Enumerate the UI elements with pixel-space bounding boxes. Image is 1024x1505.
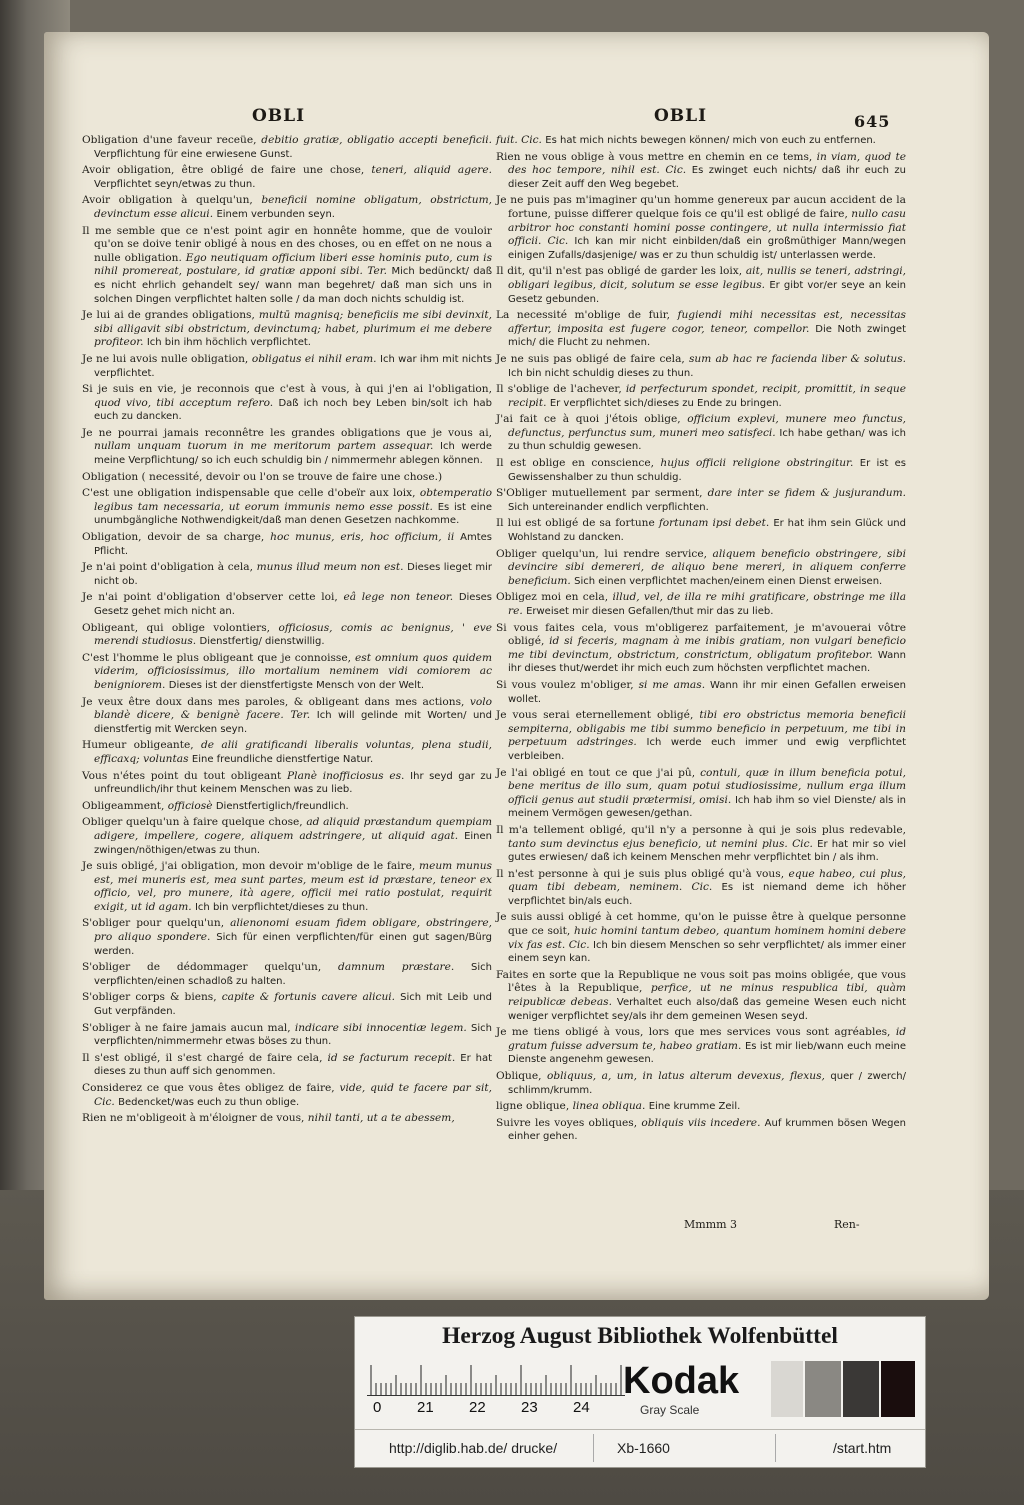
french-text: Obliger quelqu'un, lui rendre service, bbox=[496, 547, 707, 560]
german-text: Ihr seyd gar zu unfreundlich/ihr thut keinem Menschen was zu lieb. bbox=[94, 770, 492, 796]
latin-text: nullam unquam tuorum in me meritorum partem assequar. bbox=[94, 440, 434, 453]
french-text: Humeur obligeante, bbox=[82, 739, 194, 752]
dictionary-entry bbox=[496, 134, 906, 148]
latin-text: eque habeo, cui plus, quam tibi debeam, neminem. Cic. bbox=[508, 867, 906, 894]
ruler-ticks bbox=[367, 1361, 625, 1395]
right-column bbox=[496, 134, 906, 1147]
latin-text: dare inter se fidem & jusjurandum. bbox=[707, 487, 907, 500]
german-text: Eine krumme Zeil. bbox=[648, 1101, 741, 1113]
german-text: Dieses ist der dienstfertigste Mensch von der Welt. bbox=[168, 679, 425, 691]
page-number: 645 bbox=[854, 112, 891, 131]
dictionary-entry bbox=[496, 353, 906, 380]
german-text: Er verpflichtet sich/dieses zu Ende zu bringen. bbox=[549, 397, 782, 409]
german-text: Sich einen verpflichtet machen/einem einen Dienst erweisen. bbox=[574, 575, 883, 587]
dictionary-entry bbox=[82, 225, 492, 307]
french-text: Vous n'étes point du tout obligeant bbox=[82, 769, 282, 782]
dictionary-entry bbox=[82, 471, 492, 485]
german-text: Wann ihr dieses thut/werdet ihr mich euch zum höchsten verpflichtet machen. bbox=[508, 649, 906, 675]
dictionary-entry bbox=[496, 194, 906, 262]
latin-text: nihil tanti, ut a te abessem, bbox=[307, 1112, 455, 1125]
german-text: Sich mit Leib und Gut verpfänden. bbox=[94, 992, 492, 1018]
german-text: Ich werde euch immer und ewig verpflichtet verbleiben. bbox=[508, 737, 907, 762]
latin-text: beneficii nomine obligatum, obstrictum, devinctum esse alicui. bbox=[94, 194, 493, 220]
dictionary-entry bbox=[82, 194, 492, 221]
dictionary-entry bbox=[496, 265, 906, 306]
german-text: Verpflichtung für eine erwiesene Gunst. bbox=[94, 148, 293, 160]
gray-swatch bbox=[771, 1361, 803, 1417]
dictionary-entry bbox=[82, 860, 492, 914]
french-text: Il n'est personne à qui je suis plus obligé qu'à vous, bbox=[496, 867, 785, 880]
running-head-left: OBLI bbox=[252, 106, 306, 126]
german-text: Verpflichtet seyn/etwas zu thun. bbox=[94, 178, 256, 190]
left-column bbox=[82, 134, 492, 1129]
french-text: Rien ne m'obligeoit à m'éloigner de vous, bbox=[82, 1112, 305, 1125]
french-text: S'obliger de dédommager quelqu'un, bbox=[82, 961, 322, 974]
german-text: Sich untereinander endlich verpflichten. bbox=[508, 501, 709, 513]
french-text: Obligez moi en cela, bbox=[496, 591, 609, 604]
divider bbox=[775, 1434, 776, 1462]
german-text: Ich bin nicht schuldig dieses zu thun. bbox=[508, 367, 694, 379]
german-text: Dienstfertig/ dienstwillig. bbox=[199, 636, 325, 648]
ruler-number: 24 bbox=[573, 1399, 590, 1416]
dictionary-entry bbox=[496, 487, 906, 514]
french-text: Rien ne vous oblige à vous mettre en chemin en ce tems, bbox=[496, 150, 813, 163]
french-text: Si vous faites cela, vous m'obligerez parfaitement, je m'avouerai vôtre obligé, bbox=[496, 621, 906, 648]
french-text: Il s'est obligé, il s'est chargé de faire cela, bbox=[82, 1051, 323, 1064]
latin-text: obliquis viis incedere. bbox=[641, 1116, 761, 1129]
french-text: Obligeamment, bbox=[82, 799, 165, 812]
french-text: Je suis obligé, j'ai obligation, mon devoir m'oblige de le faire, bbox=[82, 860, 416, 873]
french-text: Je lui ai de grandes obligations, bbox=[82, 309, 255, 322]
dictionary-entry bbox=[82, 487, 492, 528]
latin-text: ad aliquid præstandum quempiam adigere, impellere, cogere, aliquem adstringere, ut aliquid agat. bbox=[94, 816, 492, 842]
latin-text: ait, nullis se teneri, adstringi, obligari legibus, dicit, solutum se esse legibus. bbox=[508, 265, 907, 291]
dictionary-entry bbox=[82, 770, 492, 797]
latin-text: id se facturum recepit. bbox=[327, 1051, 456, 1064]
dictionary-entry bbox=[82, 1112, 492, 1126]
dictionary-entry bbox=[82, 991, 492, 1018]
latin-text: contuli, quæ in illum beneficia potui, bene meritus de illo sum, quam potui studiosissime, nullum erga illum officii genus aut studii prætermisi, omisi. bbox=[508, 766, 906, 806]
german-text: quer / zwerch/ schlimm/krumm. bbox=[508, 1071, 906, 1096]
german-text: Dieses Gesetz gehet mich nicht an. bbox=[94, 592, 493, 617]
dictionary-entry bbox=[496, 824, 906, 865]
german-text: Er hat dieses zu thun auff sich genommen. bbox=[94, 1052, 492, 1078]
dictionary-entry bbox=[82, 1082, 492, 1109]
latin-text: meum munus est, mei muneris est, mea sunt partes, meum est id præstare, teneor ex officio, vel, pro munere, ità agere, officii mei ratio postulat, requirit exigit, ut id agam. bbox=[94, 860, 492, 913]
french-text: ligne oblique, bbox=[496, 1100, 570, 1113]
latin-text: vide, quid te facere par sit, Cic. bbox=[94, 1082, 492, 1108]
french-text: Obligeant, qui oblige volontiers, bbox=[82, 621, 271, 634]
book-page bbox=[44, 32, 989, 1300]
dictionary-entry bbox=[82, 383, 492, 424]
german-text: Einen zwingen/nöthigen/etwas zu thun. bbox=[94, 830, 492, 856]
french-text: Si je suis en vie, je reconnois que c'est à vous, à qui j'en ai l'obligation, bbox=[82, 383, 492, 396]
french-text: Je ne suis pas obligé de faire cela, bbox=[496, 352, 685, 365]
latin-text: tibi ero obstrictus memoria beneficii sempiterna, obligabis me tibi summo beneficio in perpetuum, me tibi in perpetuum adstringes. bbox=[508, 709, 906, 749]
german-text: Er hat mir so viel gutes erwiesen/ daß ich keinem Menschen mehr verpflichtet bin / als ihm. bbox=[508, 838, 906, 864]
dictionary-entry bbox=[496, 517, 906, 544]
latin-text: linea obliqua. bbox=[572, 1100, 646, 1113]
call-number: Xb-1660 bbox=[617, 1440, 670, 1456]
german-text: Dienstfertiglich/freundlich. bbox=[215, 800, 349, 812]
latin-text: obtemperatio legibus tam necessaria, ut eorum immunis nemo esse possit. bbox=[94, 487, 493, 513]
german-text: Ich werde meine Verpflichtung/ so ich euch schuldig bin / nimmermehr ablegen können. bbox=[94, 441, 492, 467]
latin-text: id si feceris, magnam à me inibis gratiam, non vulgari beneficio me tibi devinctum, obstrictum, constrictum, obligatum profitebor. bbox=[508, 635, 906, 661]
divider bbox=[593, 1434, 594, 1462]
latin-text: fugiendi mihi necessitas est, necessitas affertur, imposita est fugere cogor, teneor, compellor. bbox=[508, 309, 906, 335]
german-text: Er gibt vor/er seye an kein Gesetz gebunden. bbox=[508, 279, 906, 305]
french-text: Je l'ai obligé en tout ce que j'ai pû, bbox=[496, 766, 696, 779]
latin-text: Planè inofficiosus es. bbox=[287, 769, 405, 782]
latin-text: huic homini tantum debeo, quantum hominem homini debere vix fas est. Cic. bbox=[508, 925, 906, 951]
dictionary-entry bbox=[82, 961, 492, 988]
gray-scale-label: Gray Scale bbox=[640, 1403, 700, 1417]
german-text: Er ist es Gewissenshalber zu thun schuldig. bbox=[508, 458, 906, 483]
french-text: La necessité m'oblige de fuir, bbox=[496, 309, 670, 322]
french-text: Obliger quelqu'un à faire quelque chose, bbox=[82, 816, 303, 829]
latin-text: officium explevi, munere meo functus, defunctus, perfunctus sum, muneri meo satisfeci. bbox=[508, 413, 906, 439]
french-text: Il lui est obligé de sa fortune bbox=[496, 517, 655, 530]
dictionary-entry bbox=[496, 911, 906, 965]
german-text: Die Noth zwinget mich/ die Flucht zu nehmen. bbox=[508, 323, 907, 349]
french-text: Suivre les voyes obliques, bbox=[496, 1116, 638, 1129]
dictionary-entry bbox=[496, 591, 906, 618]
latin-text: nullo casu arbitror hoc constanti homini posse contingere, ut nulla intermissio fiat officii. Cic. bbox=[508, 207, 906, 248]
dictionary-entry bbox=[496, 679, 906, 706]
dictionary-entry bbox=[82, 561, 492, 588]
ruler-number: 23 bbox=[521, 1399, 538, 1416]
french-text: Il dit, qu'il n'est pas obligé de garder les loix, bbox=[496, 265, 743, 278]
german-text: Ich bin ihm höchlich verpflichtet. bbox=[146, 337, 311, 349]
german-text: Sich verpflichten/nimmermehr etwas böses zu thun. bbox=[94, 1022, 492, 1048]
french-text: J'ai fait ce à quoi j'étois oblige, bbox=[496, 413, 681, 426]
french-text: Avoir obligation, être obligé de faire une chose, bbox=[82, 164, 365, 177]
dictionary-entry bbox=[82, 353, 492, 380]
german-text: Sich für einen verpflichten/für einen gut sagen/Bürg werden. bbox=[94, 932, 492, 957]
dictionary-entry bbox=[496, 309, 906, 350]
german-text: Ich war ihm mit nichts verpflichtet. bbox=[94, 353, 492, 379]
french-text: Obligation d'une faveur receüe, bbox=[82, 134, 257, 146]
french-text: S'obliger à ne faire jamais aucun mal, bbox=[82, 1021, 291, 1034]
dictionary-entry bbox=[496, 413, 906, 454]
digital-library-url[interactable]: http://diglib.hab.de/ drucke/ bbox=[389, 1440, 558, 1456]
start-page-url[interactable]: /start.htm bbox=[833, 1440, 892, 1456]
latin-text: fortunam ipsi debet. bbox=[658, 517, 770, 530]
latin-text: Ego neutiquam officium liberi esse hominis puto, cum is nihil promereat, postulare, id gratiæ apponi sibi. Ter. bbox=[94, 251, 493, 278]
color-calibration-card bbox=[354, 1316, 926, 1468]
latin-text: damnum præstare. bbox=[338, 961, 455, 974]
latin-text: alienonomi esuam fidem obligare, obstringere, pro aliquo spondere. bbox=[94, 917, 492, 944]
german-text: Verhaltet euch also/daß das gemeine Wesen euch nicht weniger verpflichtet sey/als ihr dem gemeinen Wesen seyd. bbox=[508, 997, 906, 1022]
latin-text: officiosè bbox=[167, 799, 213, 812]
dictionary-entry bbox=[496, 383, 906, 410]
latin-text: tanto sum devinctus ejus beneficio, ut nemini plus. Cic. bbox=[508, 837, 813, 850]
latin-text: illud, vel, de illa re mihi gratificare, obstringe me illa re. bbox=[508, 591, 907, 617]
german-text: Einem verbunden seyn. bbox=[216, 208, 335, 220]
french-text: Il est oblige en conscience, bbox=[496, 457, 654, 470]
dictionary-entry bbox=[496, 767, 906, 821]
latin-text: id perfecturum spondet, recipit, promittit, in seque recipit. bbox=[508, 383, 906, 409]
french-text: Je vous serai eternellement obligé, bbox=[496, 709, 694, 722]
french-text: Obligation ( necessité, devoir ou l'on se trouve de faire une chose.) bbox=[82, 470, 443, 483]
latin-text: hujus officii religione obstringitur. bbox=[660, 457, 854, 470]
dictionary-entry bbox=[82, 622, 492, 649]
german-text: Ich kan mir nicht einbilden/daß ein großmüthiger Mann/wegen einigen Zufalls/dasjenige/ was er zu thun schuldig ist/ unterlassen werde. bbox=[508, 236, 907, 261]
french-text: Je veux être doux dans mes paroles, & obligeant dans mes actions, bbox=[82, 695, 465, 708]
gray-swatch bbox=[805, 1361, 841, 1417]
french-text: Il me semble que ce n'est point agir en honnête homme, que de vouloir qu'on se doive tenir obligé à nous en des choses, ou en effet on ne nous a nulle obligation. bbox=[82, 224, 492, 264]
ruler-number: 21 bbox=[417, 1399, 434, 1416]
dictionary-entry bbox=[496, 1070, 906, 1097]
latin-text: sum ab hac re facienda liber & solutus. bbox=[688, 352, 906, 365]
dictionary-entry bbox=[496, 1117, 906, 1144]
german-text: Ich bin diesem Menschen so sehr verpflichtet/ als immer einer einem seyn kan. bbox=[508, 939, 906, 965]
latin-text: de alii gratificandi liberalis voluntas, plena studii, efficaxq; voluntas bbox=[94, 739, 492, 765]
ruler-number: 22 bbox=[469, 1399, 486, 1416]
french-text: Je ne pourrai jamais reconnêtre les grandes obligations que je vous ai, bbox=[82, 426, 492, 439]
latin-text: perfice, ut ne minus respublica tibi, quàm reipublicæ debeas. bbox=[508, 982, 906, 1009]
gray-swatches bbox=[771, 1361, 915, 1417]
dictionary-entry bbox=[82, 309, 492, 350]
latin-text: aliquem beneficio obstringere, sibi devincire sibi demereri, de aliquo bene mereri, in aliquem conferre beneficium. bbox=[508, 547, 906, 587]
latin-text: obligatus ei nihil eram. bbox=[251, 352, 377, 365]
latin-text: si me amas. bbox=[638, 678, 706, 691]
french-text: S'obliger pour quelqu'un, bbox=[82, 917, 225, 930]
german-text: Es ist mir lieb/wann euch meine Dienste angenehm gewesen. bbox=[508, 1040, 906, 1066]
german-text: Sich verpflichten/einen schadloß zu halten. bbox=[94, 962, 492, 987]
latin-text: hoc munus, eris, hoc officium, ii bbox=[270, 531, 455, 544]
latin-text: obliquus, a, um, in latus alterum devexus, flexus, bbox=[546, 1070, 825, 1082]
running-head-right: OBLI bbox=[654, 106, 708, 126]
french-text: Je n'ai point d'obligation à cela, bbox=[82, 561, 253, 574]
gray-swatch bbox=[843, 1361, 879, 1417]
latin-text: volo blandè dicere, & benignè facere. Ter. bbox=[94, 695, 492, 722]
french-text: C'est une obligation indispensable que celle d'obeïr aux loix, bbox=[82, 487, 416, 500]
french-text: Il m'a tellement obligé, qu'il n'y a personne à qui je sois plus redevable, bbox=[496, 823, 906, 836]
dictionary-entry bbox=[82, 800, 492, 814]
library-name: Herzog August Bibliothek Wolfenbüttel bbox=[442, 1323, 838, 1349]
latin-text: capite & fortunis cavere alicui. bbox=[221, 991, 396, 1004]
latin-text: eâ lege non teneor. bbox=[343, 591, 454, 604]
latin-text: indicare sibi innocentiæ legem. bbox=[294, 1021, 467, 1034]
latin-text: multū magnisq; beneficiis me sibi devinxit, sibi alligavit sibi obstrictum, devinctumq; habet, plurimum ei me debere profiteor. bbox=[94, 309, 492, 349]
gray-swatch bbox=[881, 1361, 915, 1417]
french-text: Je me tiens obligé à vous, lors que mes services vous sont agréables, bbox=[496, 1026, 891, 1039]
dictionary-entry bbox=[82, 1022, 492, 1049]
catchword: Ren- bbox=[834, 1218, 860, 1231]
french-text: Considerez ce que vous êtes obligez de faire, bbox=[82, 1082, 335, 1094]
dictionary-entry bbox=[82, 427, 492, 468]
dictionary-entry bbox=[82, 917, 492, 958]
french-text: S'Obliger mutuellement par serment, bbox=[496, 487, 703, 500]
dictionary-entry bbox=[496, 548, 906, 589]
dictionary-entry bbox=[82, 531, 492, 558]
dictionary-entry bbox=[496, 1026, 906, 1067]
french-text: Je ne lui avois nulle obligation, bbox=[82, 352, 249, 365]
latin-text: officiosus, comis ac benignus, ' eve merendi studiosus. bbox=[94, 621, 493, 648]
dictionary-entry bbox=[496, 622, 906, 676]
german-text: Auf krummen bösen Wegen einher gehen. bbox=[508, 1117, 907, 1143]
dictionary-entry bbox=[82, 591, 492, 618]
german-text: Es hat mich nichts bewegen können/ mich von euch zu entfernen. bbox=[545, 135, 876, 146]
french-text: C'est l'homme le plus obligeant que je connoisse, bbox=[82, 651, 351, 664]
latin-text: id gratum fuisse adversum te, habeo gratiam. bbox=[508, 1026, 906, 1052]
french-text: Si vous voulez m'obliger, bbox=[496, 678, 634, 691]
latin-text: teneri, aliquid agere. bbox=[371, 164, 492, 177]
kodak-logo: Kodak bbox=[623, 1360, 740, 1402]
german-text: Ich will gelinde mit Worten/ und dienstfertig mit Wercken seyn. bbox=[94, 710, 492, 735]
german-text: Wann ihr mir einen Gefallen erweisen wollet. bbox=[508, 679, 906, 705]
german-text: Es ist eine unumbgängliche Nothwendigkeit/daß man denen Gesetzen nachkomme. bbox=[94, 501, 492, 527]
signature-mark: Mmmm 3 bbox=[684, 1218, 738, 1231]
german-text: Ich habe gethan/ was ich zu thun schuldig gewesen. bbox=[508, 427, 906, 453]
scale-ruler bbox=[367, 1361, 625, 1396]
dictionary-entry bbox=[82, 164, 492, 191]
dictionary-entry bbox=[496, 868, 906, 909]
ruler-number: 0 bbox=[373, 1399, 382, 1416]
french-text: Je ne puis pas m'imaginer qu'un homme genereux par aucun accident de la fortune, puisse differer quelque fois ce qu'il est obligé de faire, bbox=[496, 194, 906, 220]
latin-text: munus illud meum non est. bbox=[256, 561, 404, 574]
german-text: Ich hab ihm so viel Dienste/ als in meinem Vermögen gewesen/gethan. bbox=[508, 794, 907, 820]
latin-text: fuit. Cic. bbox=[496, 134, 542, 146]
german-text: Eine freundliche dienstfertige Natur. bbox=[191, 753, 374, 765]
german-text: Bedencket/was euch zu thun oblige. bbox=[118, 1096, 300, 1108]
german-text: Er hat ihm sein Glück und Wohlstand zu dancken. bbox=[508, 518, 906, 544]
dictionary-entry bbox=[496, 457, 906, 484]
german-text: Es zwinget euch nichts/ daß ihr euch zu dieser Zeit auff den Weg begebet. bbox=[508, 165, 907, 190]
french-text: Je n'ai point d'obligation d'observer cette loi, bbox=[82, 591, 338, 604]
german-text: Mich bedünckt/ daß es nicht ehrlich gehandelt sey/ wann man begehret/ daß man sich uns in solchen Dingen verpflichtet halten solle / da man doch nichts schuldig ist. bbox=[94, 266, 492, 305]
dictionary-entry bbox=[82, 816, 492, 857]
latin-text: debitio gratiæ, obligatio accepti beneficii. bbox=[261, 134, 492, 146]
french-text: Faites en sorte que la Republique ne vous soit pas moins obligée, que vous l'êtes à la Republique, bbox=[496, 968, 906, 995]
dictionary-entry bbox=[82, 652, 492, 693]
german-text: Daß ich noch bey Leben bin/solt ich hab euch zu dancken. bbox=[94, 397, 492, 423]
dictionary-entry bbox=[496, 151, 906, 192]
french-text: Je suis aussi obligé à cet homme, qu'on le puisse être à quelque personne que ce soit, bbox=[496, 911, 906, 938]
dictionary-entry bbox=[82, 134, 492, 161]
german-text: Erweiset mir diesen Gefallen/thut mir das zu lieb. bbox=[526, 606, 774, 617]
french-text: Obligation, devoir de sa charge, bbox=[82, 531, 265, 544]
german-text: Amtes Pflicht. bbox=[94, 532, 492, 557]
latin-text: quod vivo, tibi acceptum refero. bbox=[94, 396, 274, 409]
french-text: Avoir obligation à quelqu'un, bbox=[82, 194, 253, 207]
dictionary-entry bbox=[496, 1100, 906, 1114]
dictionary-entry bbox=[496, 709, 906, 763]
french-text: Il s'oblige de l'achever, bbox=[496, 383, 622, 396]
dictionary-entry bbox=[82, 1052, 492, 1079]
dictionary-entry bbox=[496, 969, 906, 1023]
latin-text: in viam, quod te des hoc tempore, nihil est. Cic. bbox=[508, 150, 906, 177]
latin-text: est omnium quos quidem viderim, officiosissimus, illo mortalium neminem vidi comiorem ac benigniorem. bbox=[94, 651, 493, 691]
german-text: Ich bin verpflichtet/dieses zu thun. bbox=[194, 901, 369, 913]
french-text: Oblique, bbox=[496, 1070, 542, 1082]
dictionary-entry bbox=[82, 696, 492, 737]
german-text: Dieses lieget mir nicht ob. bbox=[94, 562, 492, 587]
dictionary-entry bbox=[82, 739, 492, 766]
card-footer bbox=[355, 1429, 925, 1468]
french-text: S'obliger corps & biens, bbox=[82, 991, 217, 1004]
german-text: Es ist niemand deme ich höher verpflichtet bin/als euch. bbox=[508, 882, 906, 907]
